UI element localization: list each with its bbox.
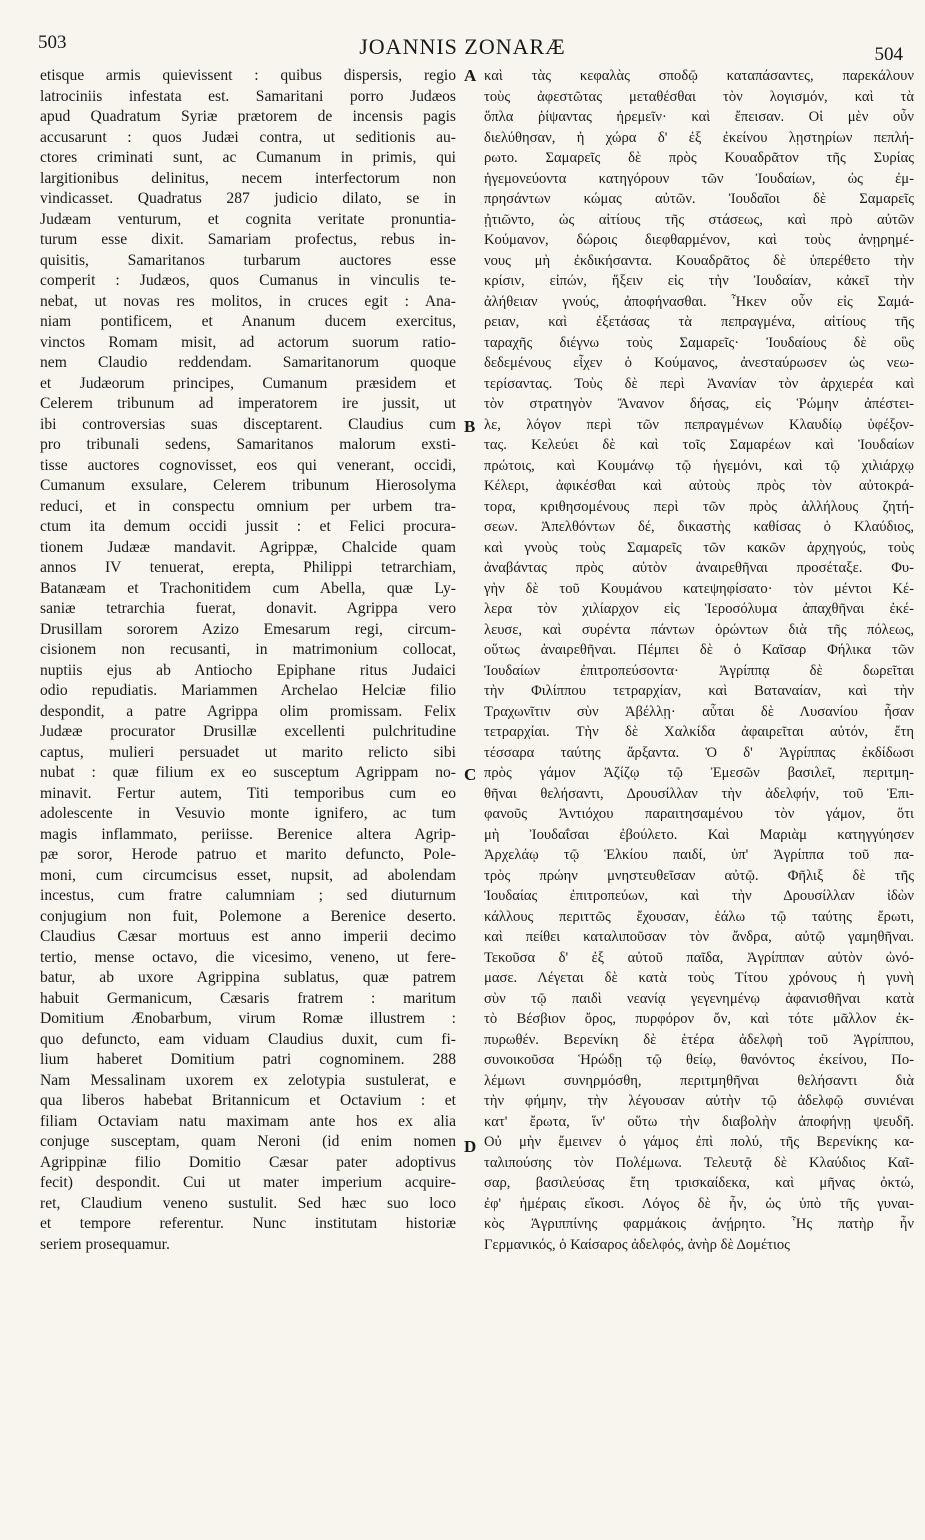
- latin-line: Batanæam et Trachonitidem cum Abella, quæ Ly-: [40, 579, 456, 597]
- latin-line: turum esse dixit. Samariam profectus, rebus in-: [40, 231, 456, 248]
- greek-line: κρίσιν, εἰπών, ἥξειν εἰς τὴν Ἰουδαίαν, κἀκεῖ τὴν: [484, 273, 914, 289]
- latin-line: latrociniis infestata est. Samaritani porro Judæos: [40, 87, 456, 105]
- greek-line: Τεκοῦσα δ' ἐξ αὐτοῦ παῖδα, Ἀγρίππαν αὐτὸν ὠνό-: [484, 949, 914, 966]
- latin-line: filiam Octaviam natu maximam ante hos ex alia: [40, 1112, 456, 1130]
- greek-line: μασε. Λέγεται δὲ κατὰ τοὺς Τίτου χρόνους ἡ γυνὴ: [484, 970, 914, 986]
- greek-line: οὕτως ἀναιρεθῆναι. Πέμπει δὲ ὁ Καῖσαρ Φήλικα τῶν: [484, 642, 914, 658]
- latin-line: quo defuncto, eam viduam Claudius duxit, cum fi-: [40, 1030, 456, 1048]
- greek-line: λε, λόγον περὶ τῶν πεπραγμένων Κλαυδίῳ ὑφέξον-: [484, 416, 914, 433]
- greek-line: τορα, κριθησομένους περὶ τῶν πρὸς ἀλλήλους ζητή-: [484, 498, 914, 515]
- greek-line: ἡγεμονεύοντα κατηγόρουν τῶν Ἰουδαίων, ὡς ἐμ-: [484, 170, 914, 187]
- margin-marker-b: B: [464, 417, 476, 436]
- greek-line: λερα τὸν χιλίαρχον εἰς Ἱεροσόλυμα ἀπαχθῆναι ἐκέ-: [484, 601, 914, 617]
- greek-line: καὶ γνοὺς τοὺς Σαμαρεῖς τῶν κακῶν ἀρχηγούς, τοὺς: [484, 539, 914, 556]
- greek-line: κὸς Ἀγριππίνης φαρμάκοις ἀνῄρητο. Ἧς πατὴρ ἦν: [484, 1216, 914, 1232]
- latin-line: conjuge susceptam, quam Neroni (id enim nomen: [40, 1133, 456, 1150]
- greek-line: καὶ πείθει καταλιποῦσαν τὸν ἄνδρα, αὐτῷ γαμηθῆναι.: [484, 929, 914, 945]
- greek-line: Οὐ μὴν ἔμεινεν ὁ γάμος ἐπὶ πολύ, τῆς Βερενίκης κα-: [484, 1134, 914, 1150]
- latin-line: Judææ procurator Drusillæ excellenti pulchritudine: [40, 723, 456, 740]
- greek-line: διελύθησαν, ἡ χώρα δ' ἐξ ἐκείνου λῃστηρίων πεπλή-: [484, 129, 914, 146]
- greek-line: τὸ Βέσβιον ὄρος, πυρφόρον ὄν, καὶ τότε μᾶλλον ἐκ-: [484, 1011, 914, 1027]
- latin-line: adolescente in Vesuvio monte ignifero, ac tum: [40, 805, 456, 822]
- latin-line: qua liberos habebat Britannicum et Octavium : et: [40, 1092, 456, 1109]
- page-number-right: 504: [874, 44, 903, 65]
- greek-line: Ἀρχελάῳ τῷ Ἑλκίου παιδί, ὑπ' Ἀγρίππα τοῦ πα-: [484, 847, 914, 863]
- page-number-left: 503: [38, 32, 67, 53]
- greek-line: συνοικοῦσα Ἡρώδῃ τῷ θείῳ, θανόντος ἐκείνου, Πο-: [484, 1052, 914, 1068]
- latin-line: etisque armis quievissent : quibus dispersis, regio: [40, 67, 456, 84]
- greek-line: γὴν δὲ τοῦ Κουμάνου κατεψηφίσατο· τὸν μέντοι Κέ-: [484, 580, 914, 597]
- greek-line: Τραχωνῖτιν σὺν Ἀβέλλῃ· αὗται δὲ Λυσανίου ἦσαν: [484, 703, 914, 720]
- latin-line: batur, ab uxore Agrippina sublatus, quæ patrem: [40, 969, 456, 986]
- latin-line: odio repudiatis. Mariammen Archelao Helciæ filio: [40, 682, 456, 699]
- margin-marker-a: A: [464, 66, 477, 85]
- latin-line: nuptiis ejus ab Antiocho Epiphane ritus Judaici: [40, 661, 456, 679]
- latin-line: reduci, et in conspectu omnium per urbem tra-: [40, 497, 456, 515]
- greek-line: κάλλους περιττῶς ἔχουσαν, ἑάλω τῷ ταύτης ἔρωτι,: [484, 908, 914, 925]
- greek-line: λέμωνι συνηρμόσθη, περιτμηθῆναι θελήσαντι διὰ: [484, 1072, 914, 1089]
- greek-line: τας. Κελεύει δὲ καὶ τοῖς Σαμαρέων καὶ Ἰουδαίων: [484, 437, 914, 453]
- latin-line: nebat, ut novas res molitos, in cruces egit : Ana-: [40, 292, 456, 310]
- latin-line: moni, cum circumcisus esset, nupsit, ad abolendam: [40, 866, 456, 884]
- greek-line: τὴν φήμην, τὴν λέγουσαν αὐτὴν τῷ ἀδελφῷ συνιέναι: [484, 1093, 914, 1109]
- latin-line: niam pontificem, et Ananum ducem exercitus,: [40, 313, 456, 330]
- latin-column: [40, 66, 456, 1255]
- greek-line: πυρωθέν. Βερενίκη δὲ ἑτέρα ἀδελφὴ τοῦ Ἀγρίππου,: [484, 1031, 914, 1048]
- greek-line: Ἰουδαίας ἐπιτροπεύων, καὶ τὴν Δρουσίλλαν ἰδὼν: [484, 888, 914, 904]
- latin-line: Domitium Ænobarbum, virum Romæ illustrem :: [40, 1010, 456, 1027]
- latin-line: tisse auctores cognovisset, eos qui venerant, occidi,: [40, 456, 456, 474]
- greek-line: ὅπλα ῥίψαντας ἠρεμεῖν· καὶ ἔπεισαν. Οἱ μὲν οὖν: [484, 109, 914, 125]
- greek-line: φανοῦς Ἀντιόχου παραιτησαμένου τὸν γάμον, ὅτι: [484, 806, 914, 822]
- greek-line: ταραχῆς διέγνω τοὺς Σαμαρεῖς· Ἰουδαίους δὲ οὓς: [484, 334, 914, 351]
- greek-line: σεων. Ἀπελθόντων δέ, δικαστὴς καθίσας ὁ Κλαύδιος,: [484, 519, 914, 535]
- latin-line: tertio, mense octavo, die vicesimo, veneno, ut fere-: [40, 948, 456, 966]
- greek-line: τέσσαρα ταύτης ἄρξαντα. Ὁ δ' Ἀγρίππας ἐκδίδωσι: [484, 744, 914, 761]
- latin-line: Celerem tribunum ad imperatorem ire jussit, ut: [40, 395, 456, 412]
- greek-line: ρωτο. Σαμαρεῖς δὲ πρὸς Κουαδρᾶτον τῆς Συρίας: [484, 150, 914, 166]
- greek-line: σὺν τῷ παιδὶ νεανίᾳ γεγενημένῳ ἀφανισθῆναι κατὰ: [484, 990, 914, 1007]
- latin-line: ctores criminati sunt, ac Cumanum in primis, qui: [40, 149, 456, 166]
- greek-line: λευσε, καὶ συρέντα πάντων ὁρώντων διὰ τῆς πόλεως,: [484, 621, 914, 638]
- latin-line: quisitis, Samaritanos turbarum auctores esse: [40, 251, 456, 269]
- latin-line: comperit : Judæos, quos Cumanus in vinculis te-: [40, 272, 456, 289]
- latin-line: ibi controversias suas disceptarent. Claudius cum: [40, 415, 456, 433]
- greek-line: πρησάντων κώμας αὐτῶν. Ἰουδαῖοι δὲ Σαμαρεῖς: [484, 191, 914, 207]
- latin-line: Cumanum exsulare, Celerem tribunum Hierosolyma: [40, 477, 456, 494]
- greek-line: ἀλήθειαν γνούς, ἀποφήνασθαι. Ἧκεν οὖν εἰς Σαμά-: [484, 293, 914, 310]
- greek-line: ρειαν, καὶ ἐξετάσας τὰ πεπραγμένα, αἰτίους τῆς: [484, 314, 914, 330]
- greek-line: τερίσαντας. Τοὺς δὲ περὶ Ἀνανίαν τὸν ἀρχιερέα καὶ: [484, 375, 914, 392]
- latin-line: ctum ita demum occidi jussit : et Felici procura-: [40, 518, 456, 535]
- latin-line: Agrippinæ filio Domitio Cæsar pater adoptivus: [40, 1153, 456, 1171]
- latin-line: Judæam venturum, et cognita veritate pronuntia-: [40, 210, 456, 228]
- latin-line: minavit. Fertur autem, Titi temporibus cum eo: [40, 784, 456, 802]
- greek-line: ἀναβάντας πρὸς αὐτὸν ἀναιρεθῆναι προσέταξε. Φυ-: [484, 560, 914, 576]
- greek-line: δεδεμένους εἶχεν ὁ Κούμανος, ἀνεσταύρωσεν ὡς νεω-: [484, 355, 914, 371]
- latin-line: pæ soror, Herode patruo et marito defuncto, Pole-: [40, 846, 456, 863]
- greek-line: Κέλερι, ἀφικέσθαι καὶ αὐτοὺς πρὸς τὸν αὐτοκρά-: [484, 478, 914, 494]
- latin-line: lium haberet Domitium patri cognominem. 288: [40, 1051, 456, 1068]
- latin-line: saniæ tetrarchia fuerat, donavit. Agrippa vero: [40, 600, 456, 617]
- latin-line: vinctos Romam misit, ad actorum suorum ratio-: [40, 333, 456, 351]
- greek-line: τοὺς ἀφεστῶτας μεταθέσθαι τὸν λογισμόν, καὶ τὰ: [484, 88, 914, 105]
- latin-line: Claudius Cæsar mortuus est anno imperii decimo: [40, 928, 456, 945]
- latin-line: annos IV tenuerat, erepta, Philippi tetrarchiam,: [40, 559, 456, 576]
- latin-line: accusarunt : quos Judæi contra, ut seditionis au-: [40, 128, 456, 146]
- latin-line: Drusillam sororem Azizo Emesarum regi, circum-: [40, 620, 456, 638]
- latin-line: nubat : quæ filium ex eo susceptum Agrippam no-: [40, 764, 456, 781]
- latin-line: nem Claudio reddendam. Samaritanorum quoque: [40, 354, 456, 371]
- latin-line: incestus, cum fratre calumniam ; sed diuturnum: [40, 887, 456, 904]
- page-header: [0, 30, 925, 66]
- latin-line: et tempore referentur. Nunc institutam historiæ: [40, 1215, 456, 1232]
- latin-line: captus, mulieri persuadet ut marito relicto sibi: [40, 743, 456, 761]
- greek-line: πρώτοις, καὶ Κουμάνῳ τῷ ἡγεμόνι, καὶ τῷ χιλιάρχῳ: [484, 457, 914, 474]
- greek-line: τὴν Φιλίππου τετραρχίαν, καὶ Βαταναίαν, καὶ τὴν: [484, 683, 914, 699]
- greek-line: νους μὴ ἐκδικήσαντα. Κουαδρᾶτος δὲ ὑπερέθετο τὴν: [484, 252, 914, 269]
- greek-line: Κούμανον, δώροις διεφθαρμένον, καὶ τοὺς ἀνῃρημέ-: [484, 232, 914, 248]
- latin-line: cisionem non recusanti, in matrimonium collocat,: [40, 641, 456, 658]
- latin-line: fecit) despondit. Cui ut mater imperium acquire-: [40, 1174, 456, 1191]
- latin-line: conjugium non fuit, Polemone a Berenice deserto.: [40, 907, 456, 925]
- greek-column: [484, 66, 914, 1255]
- greek-line: τρὸς πρώην μνηστευθεῖσαν αὐτῷ. Φῆλιξ δὲ τῆς: [484, 867, 914, 884]
- latin-line: ret, Claudium veneno sustulit. Sed hæc suo loco: [40, 1194, 456, 1212]
- latin-line: pro tribunali sedens, Samaritanos malorum exsti-: [40, 436, 456, 453]
- latin-line: habuit Germanicum, Cæsaris fratrem : maritum: [40, 989, 456, 1007]
- greek-line: καὶ τὰς κεφαλὰς σποδῷ καταπάσαντες, παρεκάλουν: [484, 68, 914, 84]
- latin-line: apud Quadratum Syriæ prætorem de incensis pagis: [40, 108, 456, 125]
- latin-line: seriem prosequamur.: [40, 1235, 170, 1253]
- greek-line: ταλιπούσης τὸν Πολέμωνα. Τελευτᾷ δὲ Κλαύδιος Καῖ-: [484, 1154, 914, 1171]
- latin-line: despondit, a patre Agrippa olim promissam. Felix: [40, 702, 456, 720]
- greek-line: ἐφ' ἡμέραις εἴκοσι. Λόγος δὲ ἦν, ὡς ὑπὸ τῆς γυναι-: [484, 1195, 914, 1212]
- greek-line: σαρ, βασιλεύσας ἔτη τρισκαίδεκα, καὶ μῆνας ὀκτώ,: [484, 1175, 914, 1191]
- greek-line: Γερμανικός, ὁ Καίσαρος ἀδελφός, ἀνὴρ δὲ Δομέτιος: [484, 1236, 790, 1253]
- greek-line: πρὸς γάμον Ἀζίζῳ τῷ Ἐμεσῶν βασιλεῖ, περιτμη-: [484, 765, 914, 781]
- greek-line: μὴ Ἰουδαΐσαι ἐβούλετο. Καὶ Μαριὰμ κατηγγύησεν: [484, 826, 914, 843]
- greek-line: τὸν στρατηγὸν Ἄνανον δήσας, εἰς Ῥώμην ἀπέστει-: [484, 396, 914, 412]
- greek-line: κατ' ἔρωτα, ἵν' οὕτω τὴν διαβολὴν ἀποφήνῃ ψευδῆ.: [484, 1113, 914, 1130]
- latin-line: vindicasset. Quadratus 287 judicio dilato, se in: [40, 190, 456, 207]
- latin-line: largitionibus delinitus, necem interfectorum non: [40, 169, 456, 187]
- greek-line: θῆναι θελήσαντι, Δρουσίλλαν τὴν ἀδελφήν, τοῦ Ἐπι-: [484, 785, 914, 802]
- latin-line: et Judæorum principes, Cumanum præsidem et: [40, 374, 456, 392]
- running-title: JOANNIS ZONARÆ: [359, 34, 566, 59]
- greek-line: τετραρχίαι. Τὴν δὲ Χαλκίδα ἀφαιρεῖται αὐτόν, ἔτη: [484, 724, 914, 740]
- margin-marker-c: C: [464, 765, 477, 784]
- greek-line: ᾐτιῶντο, ὡς αἰτίους τῆς στάσεως, καὶ πρὸ αὐτῶν: [484, 211, 914, 228]
- greek-line: Ἰουδαίων ἐπιτροπεύσοντα· Ἀγρίππᾳ δὲ δωρεῖται: [484, 662, 914, 679]
- latin-line: Nam Messalinam uxorem ex zelotypia sustulerat, e: [40, 1071, 456, 1089]
- latin-line: magis inflammato, periisse. Berenice altera Agrip-: [40, 825, 456, 843]
- margin-marker-d: D: [464, 1137, 477, 1156]
- latin-line: tionem Judææ mandavit. Agrippæ, Chalcide quam: [40, 538, 456, 556]
